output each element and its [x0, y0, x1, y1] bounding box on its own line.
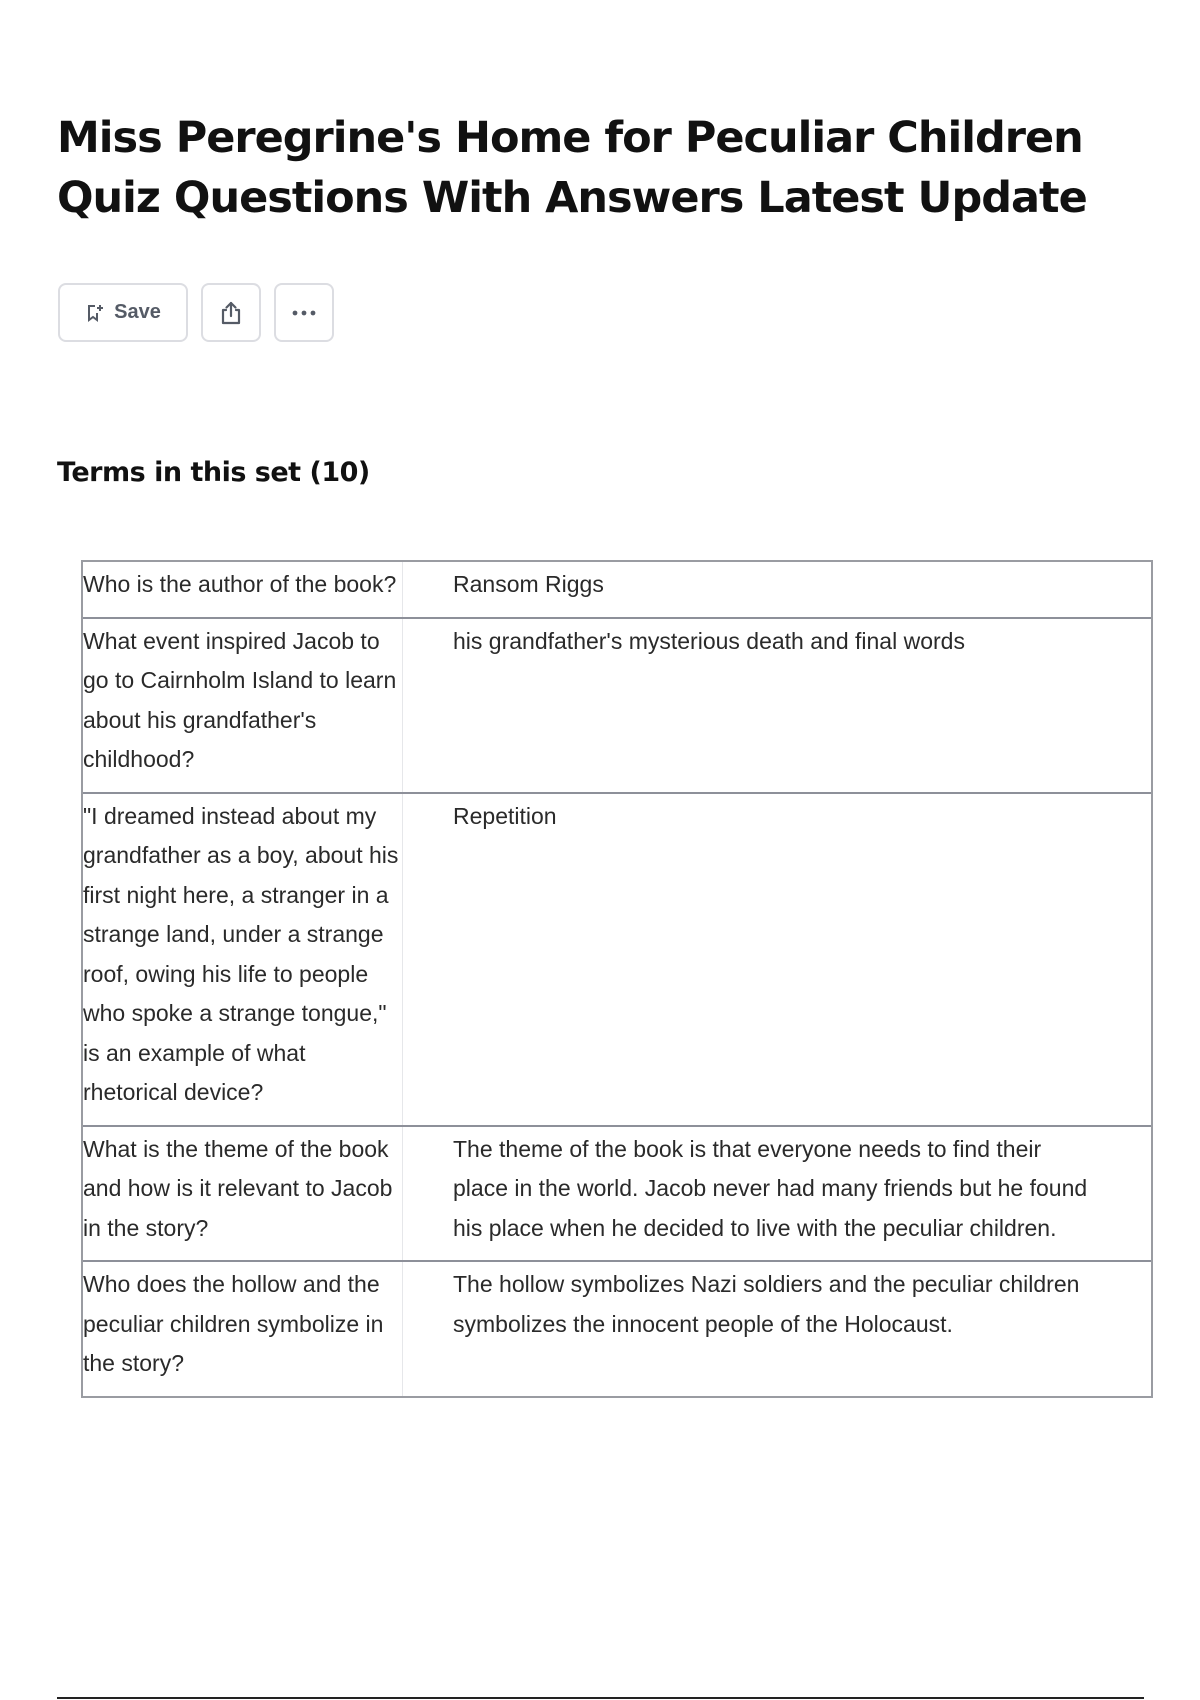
term-question: What event inspired Jacob to go to Cairnholm Island to learn about his grandfather's childhood? — [83, 619, 403, 792]
more-options-button[interactable] — [274, 283, 334, 342]
save-button-label: Save — [114, 301, 161, 323]
term-answer: Ransom Riggs — [453, 571, 604, 597]
term-question: Who is the author of the book? — [83, 562, 403, 617]
term-row — [83, 1125, 1151, 1261]
term-row — [83, 562, 1151, 617]
share-icon — [217, 299, 245, 327]
terms-heading: Terms in this set (10) — [57, 457, 370, 488]
term-question: What is the theme of the book and how is it relevant to Jacob in the story? — [83, 1127, 403, 1261]
more-horizontal-icon — [291, 309, 317, 317]
term-row — [83, 1260, 1151, 1396]
terms-table — [81, 560, 1153, 1398]
term-question: Who does the hollow and the peculiar children symbolize in the story? — [83, 1262, 403, 1396]
page-title: Miss Peregrine's Home for Peculiar Children Quiz Questions With Answers Latest Update — [57, 113, 1087, 223]
term-answer: The theme of the book is that everyone needs to find their place in the world. Jacob never had many friends but he found his place when he decided to live with the peculiar children. — [453, 1135, 1088, 1241]
save-button[interactable] — [58, 283, 188, 342]
share-button[interactable] — [201, 283, 261, 342]
term-row — [83, 617, 1151, 792]
action-bar — [58, 283, 334, 342]
bookmark-plus-icon — [85, 303, 105, 323]
term-question: "I dreamed instead about my grandfather as a boy, about his first night here, a stranger in a strange land, under a strange roof, owing his life to people who spoke a strange tongue," is an example of what rhetorical device? — [83, 794, 403, 1125]
term-answer: Repetition — [453, 802, 557, 829]
footer-divider — [57, 1697, 1144, 1699]
term-row — [83, 792, 1151, 1125]
term-answer: his grandfather's mysterious death and final words — [453, 627, 965, 654]
term-answer: The hollow symbolizes Nazi soldiers and the peculiar children symbolizes the innocent people of the Holocaust. — [453, 1271, 1080, 1337]
